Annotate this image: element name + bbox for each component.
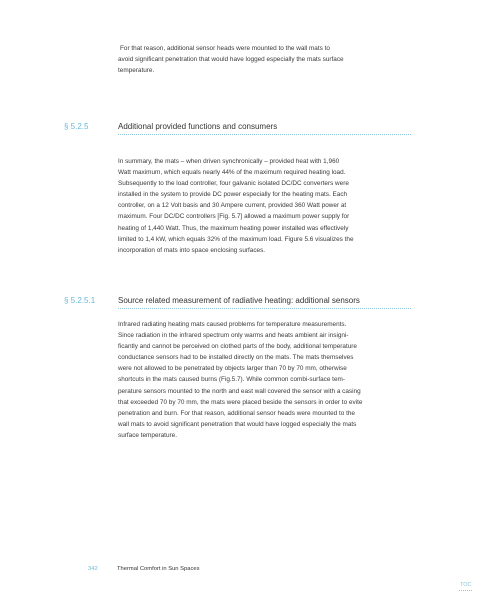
toc-link[interactable]: TOC	[460, 582, 472, 588]
running-footer-title: Thermal Comfort in Sun Spaces	[117, 566, 200, 572]
subsection-number: § 5.2.5.1	[64, 296, 96, 305]
subsection-title: Source related measurement of radiative heating: additional sensors	[118, 296, 360, 305]
subsection-divider	[118, 308, 411, 309]
body-line: controller, on a 12 Volt basis and 30 Ampere current, provided 360 Watt power at	[118, 202, 347, 210]
page-number: 342	[88, 566, 98, 572]
body-line: perature sensors mounted to the north and east wall covered the sensor with a casing	[118, 387, 361, 395]
body-line: Infrared radiating heating mats caused problems for temperature measurements.	[118, 321, 347, 328]
section-number: § 5.2.5	[64, 122, 89, 131]
body-line: incorporation of mats into space enclosing surfaces.	[118, 246, 266, 254]
intro-line: temperature.	[118, 67, 155, 75]
body-line: surface temperature.	[118, 431, 177, 439]
body-line: conductance sensors had to be installed directly on the mats. The mats themselves	[118, 354, 354, 362]
body-line: Subsequently to the load controller, four galvanic isolated DC/DC converters were	[118, 180, 349, 188]
body-line: that exceeded 70 by 70 mm, the mats were placed beside the sensors in order to evite	[118, 398, 363, 406]
intro-line: For that reason, additional sensor heads were mounted to the wall mats to	[120, 45, 330, 52]
body-line: In summary, the mats – when driven synchronically – provided heat with 1,960	[118, 158, 340, 165]
section-5251-paragraph	[118, 319, 410, 441]
body-line: ficantly and cannot be perceived on clothed parts of the body, additional temperature	[118, 343, 357, 351]
body-line: penetration and burn. For that reason, additional sensor heads were mounted to the	[118, 409, 355, 417]
intro-line: avoid significant penetration that would have logged especially the mats surface	[118, 56, 344, 64]
body-line: were not allowed to be penetrated by objects larger than 70 by 70 mm, otherwise	[118, 365, 347, 373]
section-title: Additional provided functions and consumers	[118, 122, 278, 131]
body-line: shortcuts in the mats caused burns (Fig.5.7). While common combi-surface tem-	[118, 376, 345, 384]
intro-paragraph	[118, 43, 410, 76]
section-525-paragraph	[118, 156, 410, 256]
body-line: installed in the system to provide DC power especially for the heating mats. Each	[118, 191, 348, 199]
body-line: wall mats to avoid significant penetration that would have logged especially the mats	[118, 420, 357, 428]
section-divider	[118, 134, 411, 135]
body-line: limited to 1,4 kW, which equals 32% of the maximum load. Figure 5.6 visualizes the	[118, 235, 354, 243]
body-line: Watt maximum, which equals nearly 44% of the maximum required heating load.	[118, 169, 346, 177]
body-line: Since radiation in the infrared spectrum only warms and heats ambient air insigni-	[118, 332, 349, 340]
toc-underline	[459, 590, 472, 591]
body-line: heating of 1,440 Watt. Thus, the maximum heating power installed was effectively	[118, 224, 349, 232]
body-line: maximum. Four DC/DC controllers [Fig. 5.7] allowed a maximum power supply for	[118, 213, 350, 221]
